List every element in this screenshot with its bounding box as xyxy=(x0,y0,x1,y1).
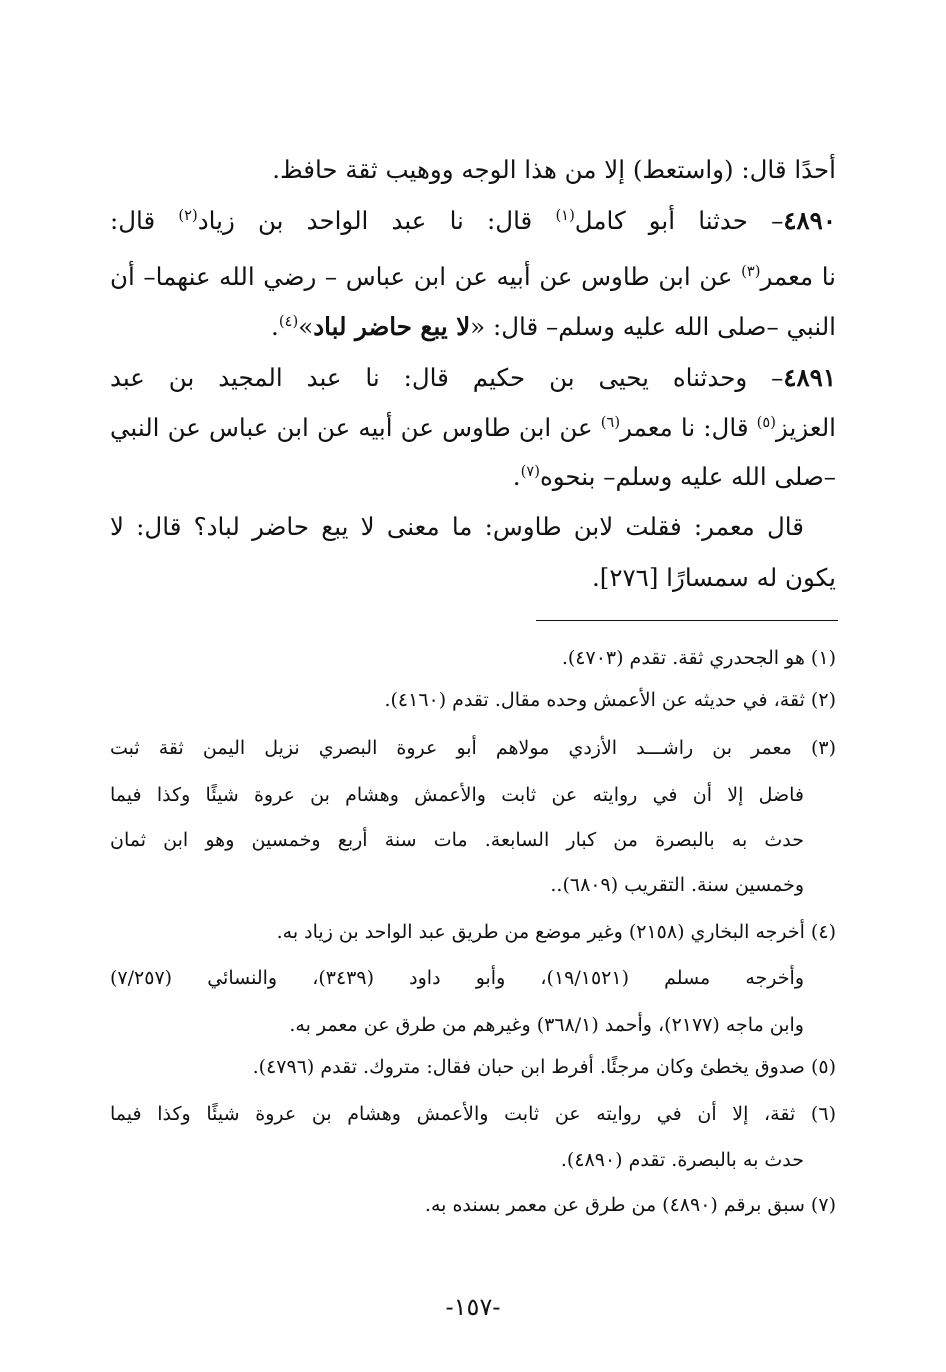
footnote-4-line-3 xyxy=(110,1010,804,1040)
footnote-7 xyxy=(110,1190,836,1220)
footnote-6-line-2 xyxy=(110,1145,804,1175)
text-span: –صلى الله عليه وسلم– بنحوه xyxy=(539,462,836,491)
text-span: حدث به بالبصرة. تقدم (٤٨٩٠). xyxy=(560,1149,804,1171)
footnote-6-line-1 xyxy=(110,1099,836,1129)
text-span: . xyxy=(512,462,521,491)
footnote-ref: (٢) xyxy=(178,206,198,224)
text-span: – وحدثناه يحيى بن حكيم قال: نا عبد المجيد بن عبد xyxy=(110,363,784,392)
hadith-4891-line-2 xyxy=(110,408,836,448)
text-span: (٦) ثقة، إلا أن في روايته عن ثابت والأعمش وهشام بن عروة شيئًا وكذا فيما xyxy=(110,1103,836,1125)
footnote-3-line-4 xyxy=(110,870,804,900)
hadith-number: ٤٨٩٠ xyxy=(783,206,836,235)
hadith-number: ٤٨٩١ xyxy=(783,363,836,392)
hadith-4890-line-3 xyxy=(110,307,836,347)
text-span: – حدثنا أبو كامل xyxy=(574,206,784,235)
footnote-5 xyxy=(110,1052,836,1082)
text-span: (٣) معمر بن راشـــد الأزدي مولاهم أبو عروة البصري نزيل اليمن ثقة ثبت xyxy=(110,737,836,759)
footnote-ref: (٧) xyxy=(520,462,540,480)
text-span: يكون له سمسارًا [٢٧٦]. xyxy=(591,563,836,592)
text-span: قال معمر: فقلت لابن طاوس: ما معنى لا يبع حاضر لباد؟ قال: لا xyxy=(110,512,804,541)
text-span: عن ابن طاوس عن أبيه عن ابن عباس عن النبي xyxy=(110,413,601,442)
text-span: النبي –صلى الله عليه وسلم– قال: « xyxy=(470,312,836,341)
text-span: (٢) ثقة، في حديثه عن الأعمش وحده مقال. تقدم (٤١٦٠). xyxy=(384,689,836,711)
footnote-ref: (٥) xyxy=(756,413,777,431)
text-span: أحدًا قال: (واستعط) إلا من هذا الوجه ووهيب ثقة حافظ. xyxy=(272,155,836,184)
footnote-ref: (٦) xyxy=(600,413,621,431)
text-span: (٥) صدوق يخطئ وكان مرجئًا. أفرط ابن حبان فقال: متروك. تقدم (٤٧٩٦). xyxy=(252,1056,836,1078)
hadith-4891-line-3 xyxy=(110,457,836,497)
text-span: قال: xyxy=(110,206,179,235)
paragraph-line-2 xyxy=(110,558,836,598)
paragraph-line-1 xyxy=(110,507,804,547)
text-span: وأخرجه مسلم (١٩/١٥٢١)، وأبو داود (٣٤٣٩)، والنسائي (٧/٢٥٧) xyxy=(110,967,804,989)
text-span: العزيز xyxy=(776,413,836,442)
text-span: (٧) سبق برقم (٤٨٩٠) من طرق عن معمر بسنده به. xyxy=(424,1194,836,1216)
text-span: » xyxy=(298,312,314,341)
text-span: (٤) أخرجه البخاري (٢١٥٨) وغير موضع من طريق عبد الواحد بن زياد به. xyxy=(276,921,836,943)
text-span: حدث به بالبصرة من كبار السابعة. مات سنة أربع وخمسين وهو ابن ثمان xyxy=(110,829,804,851)
footnote-1 xyxy=(110,643,836,673)
footnote-ref: (٣) xyxy=(741,262,761,280)
text-span: قال: نا معمر xyxy=(620,413,757,442)
text-span: . xyxy=(271,312,279,341)
footnote-3-line-3 xyxy=(110,825,804,855)
text-span: نا معمر xyxy=(760,262,836,291)
text-span: فاضل إلا أن في روايته عن ثابت والأعمش وهشام بن عروة شيئًا وكذا فيما xyxy=(110,784,804,806)
footnote-3-line-2 xyxy=(110,780,804,810)
footnote-2 xyxy=(110,685,836,715)
text-span: (١) هو الجحدري ثقة. تقدم (٤٧٠٣). xyxy=(561,647,836,669)
hadith-4890-line-1 xyxy=(110,201,836,241)
hadith-4891-line-1 xyxy=(110,358,836,398)
text-span: وابن ماجه (٢١٧٧)، وأحمد (٣٦٨/١) وغيرهم من طرق عن معمر به. xyxy=(289,1014,804,1036)
text-line xyxy=(110,150,836,190)
text-span: قال: نا عبد الواحد بن زياد xyxy=(197,206,556,235)
footnote-4-line-1 xyxy=(110,917,836,947)
text-span: عن ابن طاوس عن أبيه عن ابن عباس – رضي الله عنهما– أن xyxy=(110,262,742,291)
footnote-ref: (١) xyxy=(555,206,575,224)
text-span: وخمسين سنة. التقريب (٦٨٠٩).. xyxy=(550,874,804,896)
footnote-separator xyxy=(536,620,838,621)
footnote-4-line-2 xyxy=(110,963,804,993)
page-number: -١٥٧- xyxy=(445,1293,501,1321)
hadith-4890-line-2 xyxy=(110,257,836,297)
hadith-quote: لا يبع حاضر لباد xyxy=(313,312,471,341)
footnote-3-line-1 xyxy=(110,733,836,763)
footnote-ref: (٤) xyxy=(278,312,299,330)
